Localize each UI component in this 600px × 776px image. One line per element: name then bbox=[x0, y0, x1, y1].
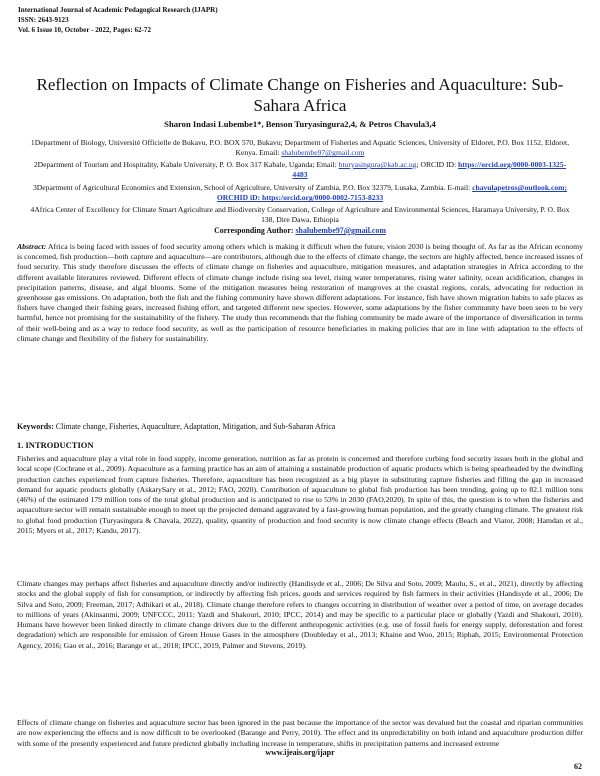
introduction-heading: 1. INTRODUCTION bbox=[17, 440, 94, 450]
paper-title: Reflection on Impacts of Climate Change on Fisheries and Aquaculture: Sub-Sahara Africa bbox=[36, 75, 564, 115]
author-list: Sharon Indasi Lubembe1*, Benson Turyasingura2,4, & Petros Chavula3,4 bbox=[164, 119, 436, 129]
affiliation-1-email-link[interactable]: shalubembe97@gmail.com bbox=[281, 148, 365, 158]
affiliation-2-text: 2Department of Tourism and Hospitality, Kabale University, P. O. Box 317 Kabale, Uganda; Email: bbox=[33, 160, 339, 169]
corresponding-author bbox=[0, 226, 600, 236]
affiliation-1 bbox=[30, 138, 570, 159]
introduction-paragraph-3: Effects of climate change on fisheries and aquaculture sector has been ignored in the past because the importance of the sector was devalued but the coastal and riparian communities are now experiencing the effects and is now difficult to be overlooked (Barange and Perry, 2010). The effect and its unpredictability on both inland and aquaculture production differ with some of the presently experienced and future predicted globally including increase in temperature, shifts in precipitation patterns and increased extreme bbox=[17, 718, 583, 748]
abstract-label: Abstract: bbox=[17, 242, 47, 251]
affiliation-4: 4Africa Center of Excellency for Climate Smart Agriculture and Biodiversity Conservation, College of Agriculture and Environmental Sciences, Haramaya University, P. O. Box 138, Dire Dawa, Ethiopia bbox=[30, 205, 570, 225]
page-number: 62 bbox=[574, 762, 582, 771]
affiliation-2-orcid-label: ; ORCID ID: bbox=[416, 160, 459, 169]
keywords bbox=[17, 422, 583, 432]
affiliation-1-text: 1Department of Biology, Université Officielle de Bukavu, P.O. BOX 570, Bukavu; Department of Fisheries and Aquatic Sciences, University of Eldoret, P.O. Box 1152, Eldoret, Kenya. Email: bbox=[30, 138, 570, 158]
corresponding-author-label: Corresponding Author: bbox=[214, 226, 296, 235]
keywords-label: Keywords: bbox=[17, 422, 54, 431]
journal-header bbox=[18, 5, 218, 35]
journal-volume: Vol. 6 Issue 10, October - 2022, Pages: 62-72 bbox=[18, 26, 152, 34]
affiliation-3 bbox=[30, 183, 570, 204]
affiliation-2 bbox=[30, 160, 570, 181]
abstract-text: Africa is being faced with issues of food security among others which is making it difficult when the future, vision 2030 is being thought of. As far as the African economy is concerned, fish production—both capture and aquaculture—are contributors, although due to the effects of climate change, the sectors are highly affected, hence increased issues of food security. This study therefore discusses the effects of climate change on fisheries and aquaculture, mitigation measures, and adaptation strategies in Africa according to the different available literatures reviewed. Different effects of climate change include rising sea level, rising water temperatures, rising water salinity, ocean acidification, changes in precipitation patterns, disease, and algal blooms. Some of the mitigation measures being restoration of mangroves at the coastal regions, corals, advocating for reduction in greenhouse gas emissions. On adaptation, both the fish and the fishing community have shown different adaptations. For instance, fish have shown migration habits to safe places as fishers have changed their fishing gears, increased fishing effort, and targeted different new species. However, some adaptations by the fisher community have been seen to be very harmful, hence not promising for the sustainability of the fishery. The study thus recommends that the fishing community be made aware of the importance of diversification in terms of their well-being and as a way to reduce food security, as well as the participation of resource beneficiaries in making policies that are in line with adaptation to the effects of climate change and flexibility of the fishery for sustainability. bbox=[17, 242, 583, 343]
affiliation-3-email-link[interactable]: chavulapetros@outlook.com; ORCHID iD: https:/orcid.org/0000-0002-7153-8233 bbox=[216, 183, 567, 203]
affiliation-3-text: 3Department of Agricultural Economics and Extension, School of Agriculture, University of Zambia, P.O. Box 32379, Lusaka, Zambia. E-mail: bbox=[33, 183, 473, 192]
journal-name: International Journal of Academic Pedagogical Research (IJAPR) bbox=[18, 6, 218, 14]
corresponding-author-email-link[interactable]: shalubembe97@gmail.com bbox=[295, 226, 386, 235]
keywords-text: Climate change, Fisheries, Aquaculture, Adaptation, Mitigation, and Sub-Saharan Africa bbox=[53, 422, 336, 431]
introduction-paragraph-1: Fisheries and aquaculture play a vital role in food supply, income generation, nutrition as far as protein is concerned and therefore curbing food security issues both in the global and local scope (Cochrane et al., 2009). Aquaculture as a farming practice has an aim of attaining a sustainable production of aquatic products which is being spearheaded by the dwindling production catches experienced from capture fisheries. Therefore, aquaculture has been recognized as a big player in substituting capture fisheries and filling the gap in increased demand for aquatic products globally (AskarySary et al., 2012; FAO, 2020). Contribution of aquaculture to global fish production has been trending, going up to 82.1 million tons (46%) of the estimated 179 million tons of the total global production and is anticipated to rise to 53% in 2030 (FAO,2020). In spite of this, the question is to when the fisheries and aquaculture sector will remain sustainable enough to meet up the projected demand aggravated by a fast-growing human population, and the greatly changing climate. The greatest risk to global food production (Turyasingura & Chavala, 2022), quality, quantity of production and food security is now climate change effects (Beach and Viator, 2008; Hamdan et al., 2015; Myers et al., 2017; Kandu, 2017). bbox=[17, 454, 583, 536]
footer-url: www.ijeais.org/ijapr bbox=[265, 748, 335, 757]
abstract bbox=[17, 242, 583, 344]
journal-issn: ISSN: 2643-9123 bbox=[18, 16, 69, 24]
affiliation-2-email-link[interactable]: bturyasingura@kab.ac.ug bbox=[338, 160, 417, 169]
affiliation-2-orcid-link[interactable]: https://orcid.org/0000-0003-1325-4483 bbox=[292, 160, 567, 180]
introduction-paragraph-2: Climate changes may perhaps affect fisheries and aquaculture directly and/or indirectly (Handisyde et al., 2006; De Silva and Soto, 2009; Maulu, S., et al., 2021), directly by affecting stocks and the global supply of fish for consumption, or indirectly by affecting fish prices, goods and services required by fish farmers in their activities (Handisyde et al., 2006; De Silva and Soto, 2009; Freeman, 2017; Adhikari et al., 2018). Climate change therefore refers to changes occurring in distribution of weather over a period of time, on average decades to millions of years (Akinsanmi, 2009; UNFCCC, 2011: Yazdi and Shakouri, 2010; IPCC, 2014) and may be specific to a particular place or globally (Yazdi and Shakouri, 2010). Humans have however been linked directly to climate change drivers due to the different anthropogenic activities (e.g. use of fossil fuels for energy supply, deforestation and forest degradation) which are responsible for emission of Green House Gases in the atmosphere (Doubleday et al., 2013; Khaine and Woo, 2015; Riphah, 2015; Environmental Protection Agency, 2016; Gao et al., 2016; Barange et al., 2018; IPCC, 2019, Palmer and Stevens, 2019). bbox=[17, 579, 583, 650]
